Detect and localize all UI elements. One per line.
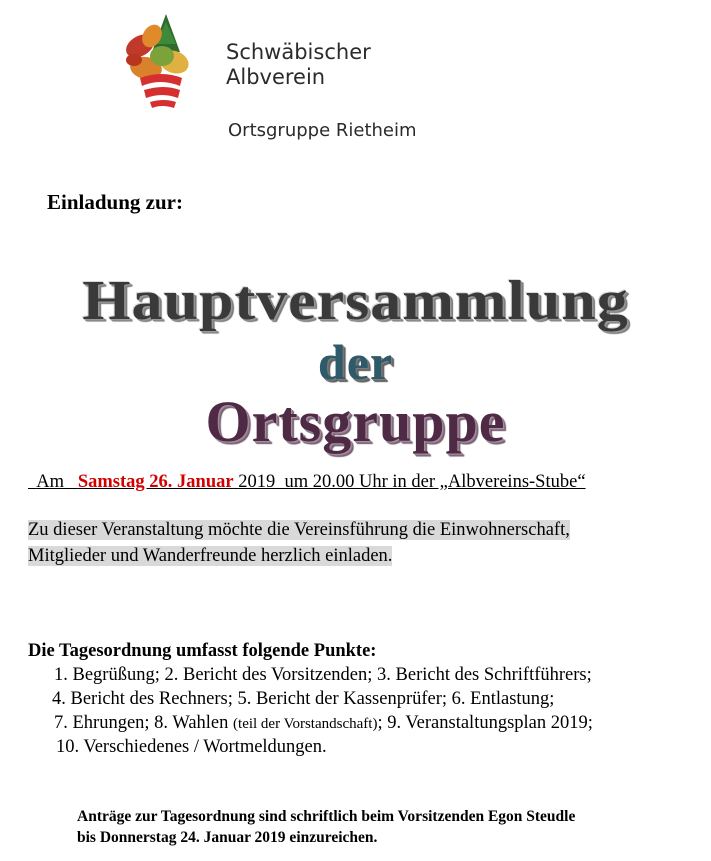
agenda-line-1: 1. Begrüßung; 2. Bericht des Vorsitzenden; 3. Bericht des Schriftführers; bbox=[54, 665, 592, 685]
event-date-line bbox=[28, 472, 586, 493]
footer-line2: bis Donnerstag 24. Januar 2019 einzureichen. bbox=[77, 829, 378, 846]
org-name-line1: Schwäbischer bbox=[226, 40, 371, 64]
event-date: Samstag 26. Januar bbox=[77, 472, 234, 492]
agenda-line-4: 10. Verschiedenes / Wortmeldungen. bbox=[56, 737, 327, 757]
event-details: 2019 um 20.00 Uhr in der „Albvereins-Stube“ bbox=[238, 472, 586, 492]
title-line1: Hauptversammlung bbox=[82, 270, 629, 332]
intro-line2: Mitglieder und Wanderfreunde herzlich einladen. bbox=[28, 546, 393, 566]
invite-label: Einladung zur: bbox=[47, 190, 183, 214]
event-prefix: Am bbox=[36, 472, 64, 492]
intro-line1: Zu dieser Veranstaltung möchte die Vereinsführung die Einwohnerschaft, bbox=[28, 520, 570, 540]
org-name bbox=[226, 40, 371, 90]
agenda-line-3-part1: 7. Ehrungen; 8. Wahlen bbox=[54, 713, 234, 733]
group-name: Ortsgruppe Rietheim bbox=[228, 120, 417, 141]
org-name-line2: Albverein bbox=[226, 65, 326, 89]
title-line3: Ortsgruppe bbox=[205, 389, 506, 454]
agenda-heading: Die Tagesordnung umfasst folgende Punkte: bbox=[28, 641, 377, 661]
footer-line1: Anträge zur Tagesordnung sind schriftlich beim Vorsitzenden Egon Steudle bbox=[77, 808, 576, 825]
agenda-line-3-note: (teil der Vorstandschaft) bbox=[233, 716, 378, 732]
title-line2: der bbox=[317, 334, 394, 390]
agenda-line-3-part2: ; 9. Veranstaltungsplan 2019; bbox=[377, 713, 593, 733]
agenda-line-2: 4. Bericht des Rechners; 5. Bericht der Kassenprüfer; 6. Entlastung; bbox=[52, 689, 555, 709]
intro-text bbox=[28, 517, 570, 569]
albverein-logo-icon bbox=[122, 12, 192, 112]
agenda-line-3 bbox=[54, 713, 593, 734]
